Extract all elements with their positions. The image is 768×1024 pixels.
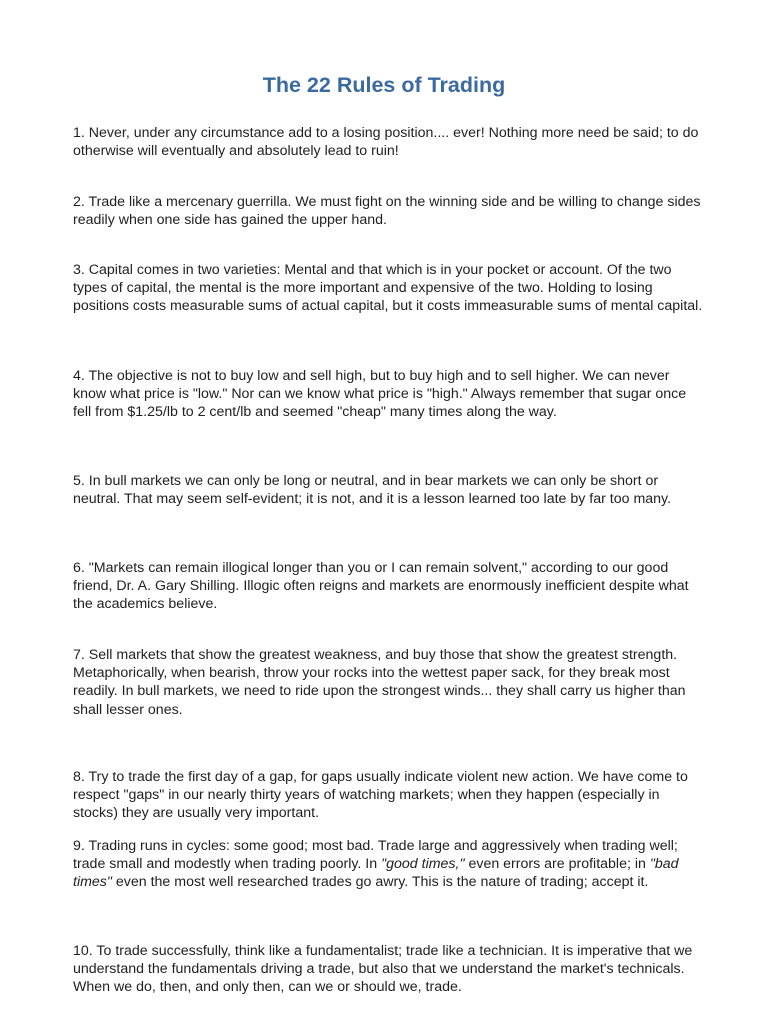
- rule-2: 2. Trade like a mercenary guerrilla. We must fight on the winning side and be willing to change sides readily when one side has gained the upper hand.: [73, 194, 701, 229]
- rule-5: 5. In bull markets we can only be long or neutral, and in bear markets we can only be short or neutral. That may seem self-evident; it is not, and it is a lesson learned too late by far too many.: [73, 473, 672, 508]
- rule-10: 10. To trade successfully, think like a fundamentalist; trade like a technician. It is imperative that we understand the fundamentals driving a trade, but also that we understand the market's technicals. When we do, then, and only then, can we or should we, trade.: [73, 943, 693, 996]
- rule-9-good-times: "good times,": [381, 856, 465, 873]
- rule-9-part-2: even errors are profitable; in: [464, 856, 650, 873]
- rule-8: 8. Try to trade the first day of a gap, for gaps usually indicate violent new action. We have come to respect "gaps" in our nearly thirty years of watching markets; when they happen (especially in stocks) they are usually very important.: [73, 769, 688, 822]
- rule-9: [73, 837, 703, 892]
- document-title: The 22 Rules of Trading: [262, 73, 506, 97]
- rule-7: 7. Sell markets that show the greatest weakness, and buy those that show the greatest strength. Metaphorically, when bearish, throw your rocks into the wettest paper sack, for they break most readily. In bull markets, we need to ride upon the strongest winds... they shall carry us higher than shall lesser ones.: [73, 647, 686, 718]
- rule-9-part-1: 9. Trading runs in cycles: some good; most bad. Trade large and aggressively when trading well; trade small and modestly when trading poorly. In: [73, 838, 678, 873]
- rule-3: 3. Capital comes in two varieties: Mental and that which is in your pocket or account. Of the two types of capital, the mental is the more important and expensive of the two. Holding to losing positions costs measurable sums of actual capital, but it costs immeasurable sums of mental capital.: [73, 262, 703, 315]
- rule-9-bad-times: "bad times": [73, 856, 679, 891]
- rule-6: 6. "Markets can remain illogical longer than you or I can remain solvent," according to our good friend, Dr. A. Gary Shilling. Illogic often reigns and markets are enormously inefficient despite what the academics believe.: [73, 560, 689, 613]
- rule-9-part-3: even the most well researched trades go awry. This is the nature of trading; accept it.: [111, 874, 649, 891]
- rule-1: 1. Never, under any circumstance add to a losing position.... ever! Nothing more need be said; to do otherwise will eventually and absolutely lead to ruin!: [73, 125, 699, 160]
- rule-4: 4. The objective is not to buy low and sell high, but to buy high and to sell higher. We can never know what price is "low." Nor can we know what price is "high." Always remember that sugar once fell from $1.25/lb to 2 cent/lb and seemed "cheap" many times along the way.: [73, 368, 687, 421]
